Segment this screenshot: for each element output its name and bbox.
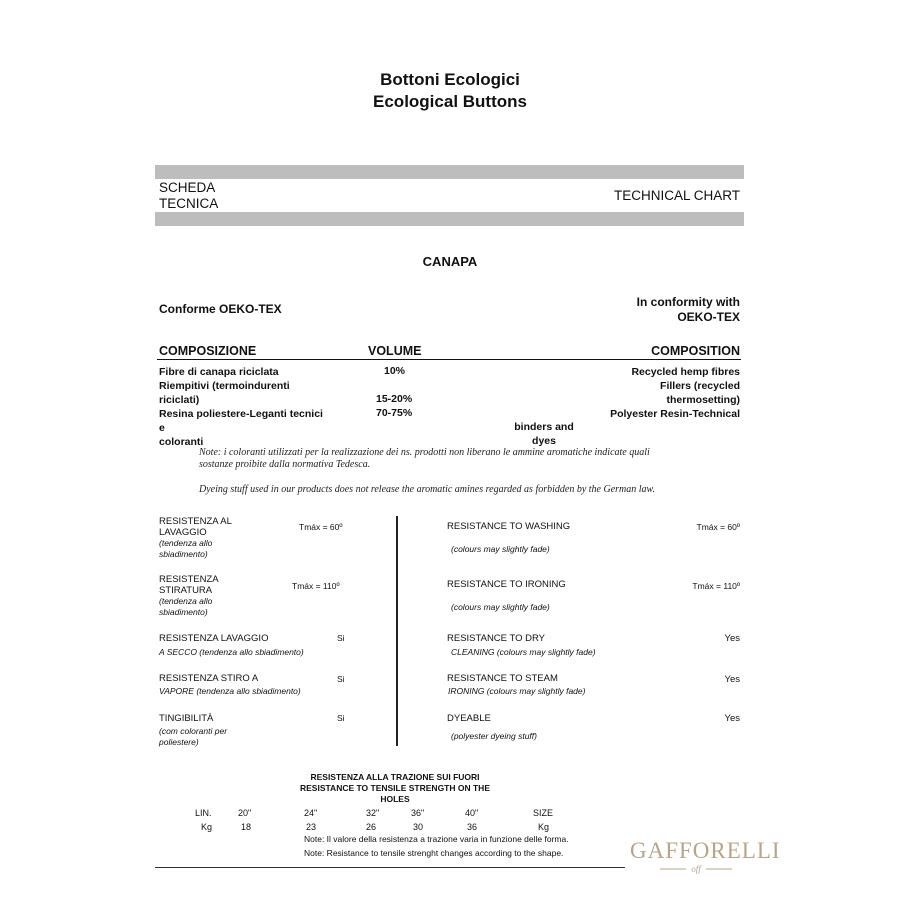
ironing-it-value: Tmáx = 110º [292,581,340,591]
title-italian: Bottoni Ecologici [380,70,520,89]
composition-it-line: Fibre di canapa riciclata [159,366,279,378]
ironing-it-note: (tendenza allo [159,596,213,606]
conformity-english-line1: In conformity with [636,295,740,309]
composition-it-line: riciclati) [159,394,200,406]
tensile-size: 20" [238,808,252,818]
tensile-title-line: RESISTENZA ALLA TRAZIONE SUI FUORI [310,772,480,782]
dye-en-note: (polyester dyeing stuff) [451,731,537,741]
ironing-en-note: (colours may slightly fade) [451,602,550,612]
note-italian-line1: Note: i coloranti utilizzati per la realizzazione dei ns. prodotti non liberano le ammine aromatiche indicate quali [199,447,650,458]
composition-english-list [540,365,740,421]
ironing-it-label: RESISTENZA [159,574,219,585]
washing-it-label: LAVAGGIO [159,527,207,538]
technical-chart-label: TECHNICAL CHART [613,188,740,203]
scheda-tecnica-label [159,180,218,212]
tensile-size: 36" [411,808,425,818]
tensile-kg: 30 [413,822,424,832]
dye-it-note: poliestere) [159,737,199,747]
conformity-italian: Conforme OEKO-TEX [159,302,282,316]
composition-divider [157,359,741,360]
composition-en-line: Recycled hemp fibres [631,366,740,378]
tensile-kg: 18 [241,822,252,832]
tensile-size: 24" [304,808,318,818]
volume-value: 10% [384,365,406,377]
dry-it-value: Si [337,633,345,643]
note-english: Dyeing stuff used in our products does not release the aromatic amines regarded as forbidden by the German law. [199,484,655,495]
brand-logo: GAFFORELLI [630,838,781,863]
dye-it-label: TINGIBILITÀ [159,713,214,724]
header-bar-bottom [155,212,744,226]
brand-logo-flourish [630,862,762,876]
washing-en-value: Tmáx = 60º [696,522,740,532]
tensile-kg-unit: Kg [538,822,550,832]
composition-en-extra-line: dyes [532,435,556,447]
ironing-en-label: RESISTANCE TO IRONING [447,579,566,590]
steam-en-value: Yes [724,674,740,685]
steam-it-note: VAPORE (tendenza allo sbiadimento) [159,686,301,696]
composition-en-line: thermosetting) [666,394,740,406]
dye-it-value: Si [337,713,345,723]
dye-en-label: DYEABLE [447,713,491,724]
tensile-kg: 36 [467,822,478,832]
washing-it-note: (tendenza allo [159,538,213,548]
dry-it-label: RESISTENZA LAVAGGIO [159,633,269,644]
dry-en-note: CLEANING (colours may slightly fade) [451,647,596,657]
steam-it-label: RESISTENZA STIRO A [159,673,259,684]
steam-en-label: RESISTANCE TO STEAM [447,673,558,684]
dry-it-note: A SECCO (tendenza allo sbiadimento) [159,647,304,657]
tensile-size: 32" [366,808,380,818]
title-english: Ecological Buttons [373,92,527,111]
washing-en-note: (colours may slightly fade) [451,544,550,554]
volume-value: 15-20% [376,393,413,405]
tecnica-line: TECNICA [159,196,219,211]
composition-header-it: COMPOSIZIONE [159,344,257,358]
dry-en-label: RESISTANCE TO DRY [447,633,546,644]
tensile-kg: 26 [366,822,377,832]
ironing-it-note: sbiadimento) [159,607,208,617]
composition-english-extra [500,420,588,448]
tensile-title-line: HOLES [380,794,410,804]
tensile-title [260,772,530,805]
brand-logo-sub: off [691,864,701,874]
composition-it-line: Resina poliestere-Leganti tecnici [159,408,323,420]
note-italian-line2: sostanze proibite dalla normativa Tedesca. [199,459,371,470]
tensile-kg: 23 [306,822,317,832]
note-italian [199,447,650,471]
tensile-note-english: Note: Resistance to tensile strenght changes according to the shape. [304,848,564,858]
composition-it-line: coloranti [159,436,204,448]
header-bar-top [155,165,744,179]
scheda-line: SCHEDA [159,180,216,195]
ironing-en-value: Tmáx = 110º [692,581,740,591]
ironing-it-block [159,574,219,618]
dry-en-value: Yes [724,633,740,644]
conformity-english [540,295,740,325]
tensile-size-label: SIZE [533,808,554,818]
dye-it-note: (com coloranti per [159,726,228,736]
tensile-title-line: RESISTANCE TO TENSILE STRENGTH ON THE [299,783,490,793]
dye-en-value: Yes [724,713,740,724]
composition-it-line: e [159,422,165,434]
washing-it-block [159,516,232,560]
volume-header: VOLUME [368,344,422,358]
tensile-kg-label: Kg [201,822,213,832]
tensile-size: 40" [465,808,479,818]
composition-en-line: Polyester Resin-Technical [610,408,740,420]
tensile-lin-label: LIN. [195,808,212,818]
composition-en-line: Fillers (recycled [660,380,740,392]
composition-italian-list [159,365,323,449]
steam-it-value: Si [337,674,345,684]
composition-it-line: Riempitivi (termoindurenti [159,380,290,392]
tensile-note-italian: Note: Il valore della resistenza a trazione varia in funzione delle forma. [304,834,569,844]
material-name: CANAPA [422,254,478,269]
footer-line [155,867,625,868]
washing-it-label: RESISTENZA AL [159,516,232,527]
washing-en-label: RESISTANCE TO WASHING [447,521,571,532]
volume-value: 70-75% [376,407,413,419]
washing-it-note: sbiadimento) [159,549,208,559]
steam-en-note: IRONING (colours may slightly fade) [448,686,586,696]
conformity-english-line2: OEKO-TEX [677,310,740,324]
composition-header-en: COMPOSITION [651,344,740,358]
ironing-it-label: STIRATURA [159,585,213,596]
washing-it-value: Tmáx = 60º [299,522,343,532]
composition-en-extra-line: binders and [514,421,574,433]
dye-it-note-block [159,726,227,748]
column-divider [396,516,398,746]
